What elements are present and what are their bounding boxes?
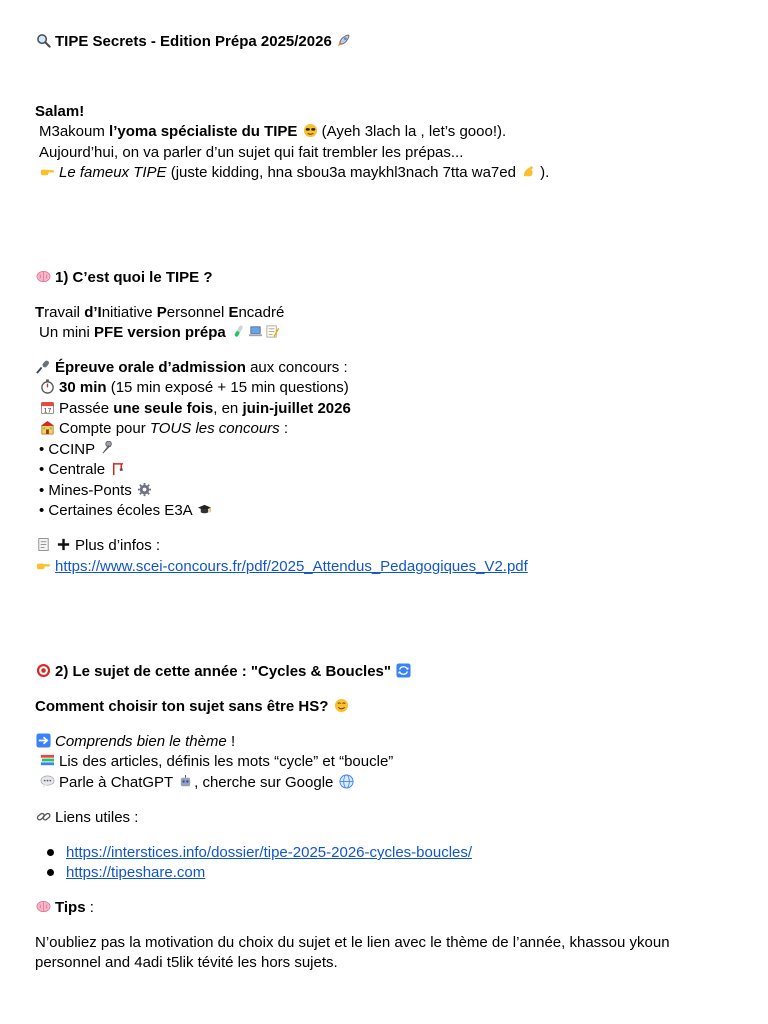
pointing-hand-icon [35, 558, 52, 573]
graduation-cap-icon [196, 502, 213, 517]
stopwatch-icon [39, 379, 56, 394]
intro-line-1: M3akoum l’yoma spécialiste du TIPE (Ayeh 3lach la , let’s gooo!). [39, 123, 507, 140]
laptop-icon [247, 324, 264, 339]
tipe-acronym: Travail d’Initiative Personnel Encadré [35, 304, 285, 321]
read-articles-line: Lis des articles, définis les mots “cycle” et “boucle” [39, 752, 393, 772]
section-1-heading: 1) C’est quoi le TIPE ? [35, 268, 213, 288]
svg-text:17: 17 [43, 407, 52, 415]
how-to-choose: Comment choisir ton sujet sans être HS? [35, 697, 353, 717]
oral-line: Épreuve orale d’admission aux concours : [35, 358, 348, 378]
school-item: • Centrale [39, 460, 129, 480]
target-icon [35, 663, 52, 678]
greeting: Salam! [35, 103, 85, 120]
school-building-icon [39, 420, 56, 435]
school-item: • CCINP [39, 440, 119, 460]
smiling-face-icon [333, 698, 350, 713]
globe-icon [338, 774, 355, 789]
tips-heading: Tips : [35, 898, 94, 918]
scei-pdf-link[interactable]: https://www.scei-concours.fr/pdf/2025_Attendus_Pedagogiques_V2.pdf [55, 558, 528, 575]
intro-line-3: Le fameux TIPE (juste kidding, hna sbou3a maykhl3nach 7tta wa7ed ). [39, 163, 549, 183]
scei-link-line [35, 557, 528, 577]
document-title: TIPE Secrets - Edition Prépa 2025/2026 [35, 32, 352, 52]
school-item: • Certaines écoles E3A [39, 501, 216, 521]
repeat-arrows-icon [395, 663, 412, 678]
microphone-icon [35, 359, 52, 374]
pointing-hand-icon [39, 164, 56, 179]
construction-crane-icon [109, 461, 126, 476]
rocket-icon [335, 33, 352, 48]
books-icon [39, 753, 56, 768]
counts-line: Compte pour TOUS les concours : [39, 419, 288, 439]
tipeshare-link[interactable]: https://tipeshare.com [66, 864, 206, 881]
bullet-icon [47, 869, 54, 876]
calendar-icon [39, 400, 56, 415]
link-chain-icon [35, 809, 52, 824]
chatgpt-line: Parle à ChatGPT , cherche sur Google [39, 773, 358, 793]
intro-line-2: Aujourd’hui, on va parler d’un sujet qui fait trembler les prépas... [39, 144, 464, 161]
flexed-biceps-icon [520, 164, 537, 179]
right-arrow-icon [35, 733, 52, 748]
useful-links-label: Liens utiles : [35, 808, 138, 828]
duration-line: 30 min (15 min exposé + 15 min questions) [39, 378, 349, 398]
plus-icon [55, 537, 72, 552]
tips-paragraph: N’oubliez pas la motivation du choix du sujet et le lien avec le thème de l’année, khassou ykoun personnel and 4adi t5lik tévité les hors sujets. [35, 934, 670, 971]
section-2-heading: 2) Le sujet de cette année : "Cycles & Boucles" [35, 662, 415, 682]
bullet-icon [47, 849, 54, 856]
robot-icon [177, 774, 194, 789]
sunglasses-face-icon [302, 123, 319, 138]
magnifier-icon [35, 33, 52, 48]
speech-bubble-icon [39, 774, 56, 789]
wrench-icon [99, 441, 116, 456]
test-tube-icon [230, 324, 247, 339]
gear-icon [136, 482, 153, 497]
document-icon [35, 537, 52, 552]
brain-icon [35, 899, 52, 914]
mini-pfe-line: Un mini PFE version prépa [39, 323, 284, 343]
school-item: • Mines-Ponts [39, 481, 156, 501]
memo-icon [264, 324, 281, 339]
brain-icon [35, 269, 52, 284]
interstices-link[interactable]: https://interstices.info/dossier/tipe-2025-2026-cycles-boucles/ [66, 844, 473, 861]
more-info-line: Plus d’infos : [35, 536, 160, 556]
passed-line: 17 Passée une seule fois, en juin-juillet 2026 [39, 399, 351, 419]
understand-theme-line: Comprends bien le thème ! [35, 732, 235, 752]
